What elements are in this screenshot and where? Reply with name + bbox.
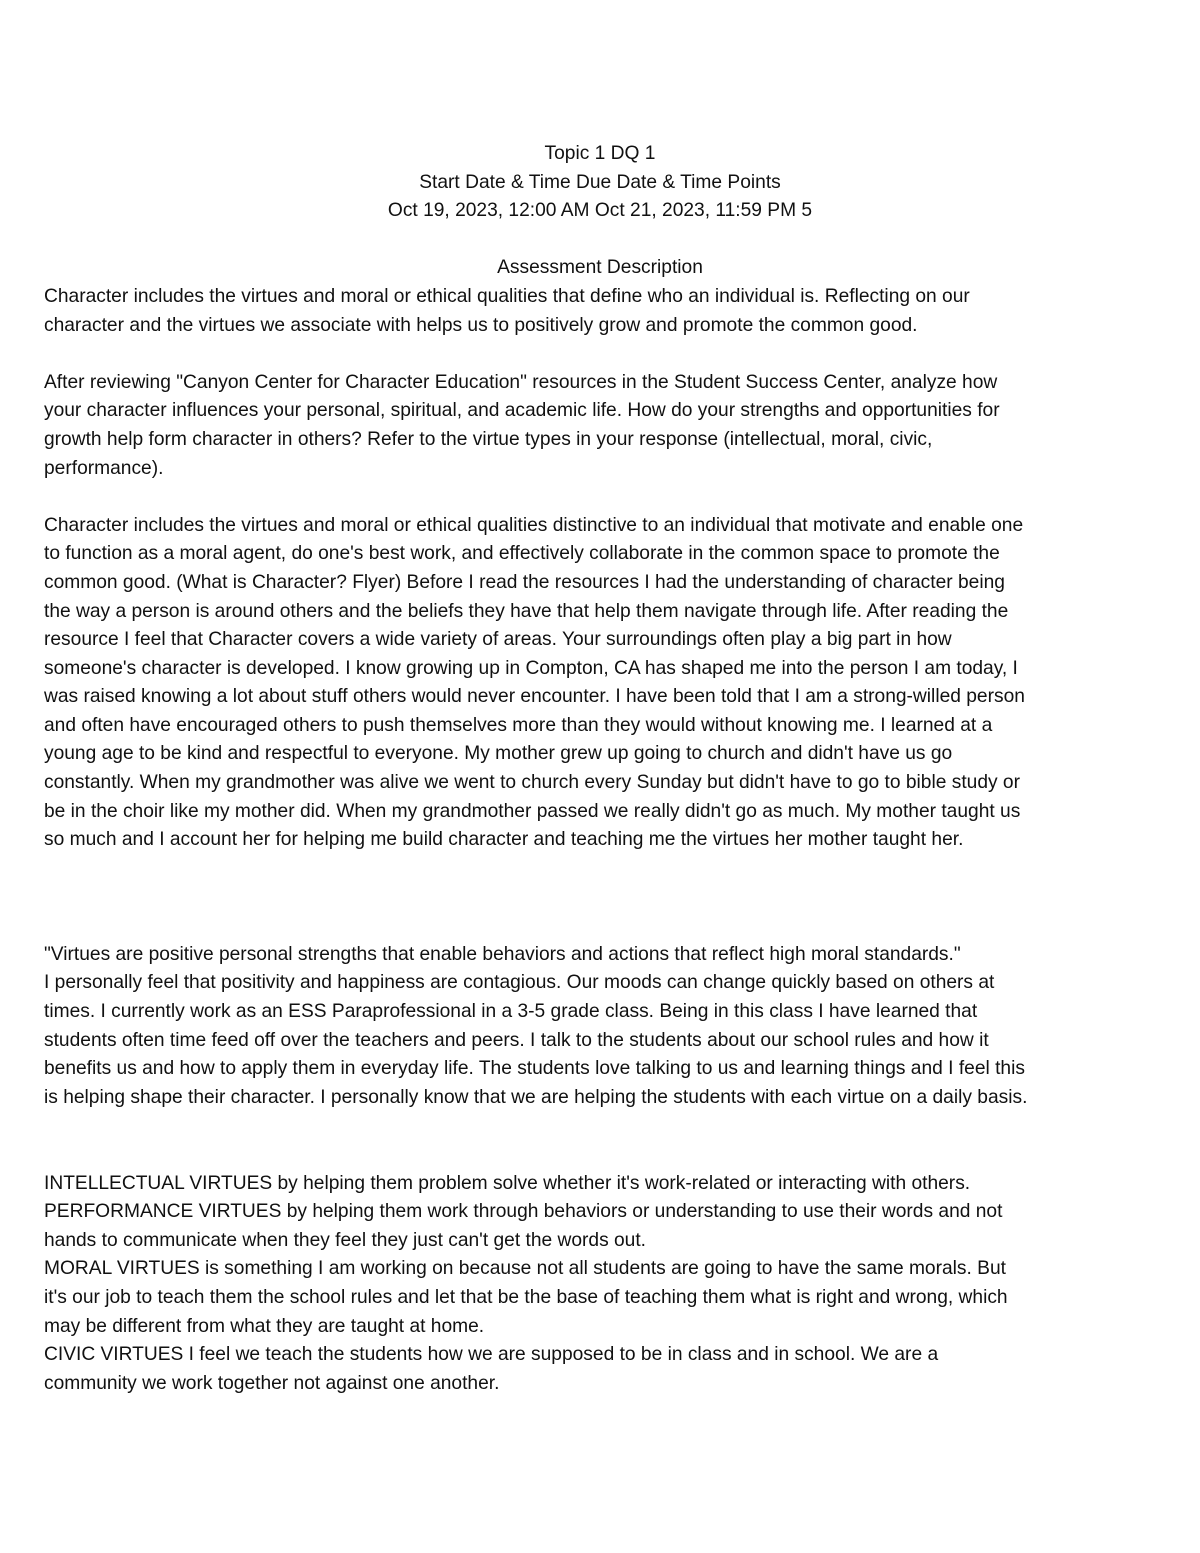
response-paragraph-character [44,512,1156,855]
text-line: Character includes the virtues and moral or ethical qualities distinctive to an individual that motivate and enable one [44,514,1024,536]
text-line: character and the virtues we associate with helps us to positively grow and promote the common good. [44,314,918,336]
text-line: After reviewing "Canyon Center for Character Education" resources in the Student Success Center, analyze how [44,371,998,393]
text-line: growth help form character in others? Refer to the virtue types in your response (intellectual, moral, civic, [44,428,933,450]
text-line: young age to be kind and respectful to everyone. My mother grew up going to church and didn't have us go [44,743,953,765]
text-line: your character influences your personal, spiritual, and academic life. How do your strengths and opportunities for [44,400,1000,422]
text-line: is helping shape their character. I personally know that we are helping the students with each virtue on a daily basis. [44,1086,1028,1108]
text-line: benefits us and how to apply them in everyday life. The students love talking to us and learning things and I feel this [44,1058,1025,1080]
text-line: it's our job to teach them the school rules and let that be the base of teaching them what is right and wrong, which [44,1286,1008,1308]
text-line: resource I feel that Character covers a wide variety of areas. Your surroundings often play a big part in how [44,629,952,651]
text-line: MORAL VIRTUES is something I am working on because not all students are going to have the same morals. But [44,1258,1006,1280]
date-values-line: Oct 19, 2023, 12:00 AM Oct 21, 2023, 11:59 PM 5 [387,200,813,222]
text-line: I personally feel that positivity and happiness are contagious. Our moods can change quickly based on others at [44,972,995,994]
text-line: to function as a moral agent, do one's best work, and effectively collaborate in the common space to promote the [44,543,1000,565]
response-paragraph-virtues [44,941,1156,1113]
text-line: community we work together not against one another. [44,1372,500,1394]
text-line: common good. (What is Character? Flyer) Before I read the resources I had the understanding of character being [44,571,1005,593]
text-line: be in the choir like my mother did. When my grandmother passed we really didn't go as much. My mother taught us [44,800,1021,822]
response-paragraph-virtue-types [44,1170,1156,1399]
document-page [44,140,1156,1398]
assessment-intro [44,283,1156,340]
text-line: may be different from what they are taught at home. [44,1315,485,1337]
text-line: Character includes the virtues and moral or ethical qualities that define who an individual is. Reflecting on our [44,285,970,307]
text-line: "Virtues are positive personal strengths that enable behaviors and actions that reflect high moral standards." [44,943,961,965]
text-line: so much and I account her for helping me build character and teaching me the virtues her mother taught her. [44,829,964,851]
text-line: and often have encouraged others to push themselves more than they would without knowing me. I learned at a [44,714,993,736]
text-line: the way a person is around others and the beliefs they have that help them navigate through life. After reading the [44,600,1009,622]
document-title: Topic 1 DQ 1 [544,143,656,164]
text-line: was raised knowing a lot about stuff others would never encounter. I have been told that I am a strong-willed person [44,686,1025,708]
text-line: CIVIC VIRTUES I feel we teach the students how we are supposed to be in class and in school. We are a [44,1344,939,1366]
text-line: PERFORMANCE VIRTUES by helping them work through behaviors or understanding to use their words and not [44,1201,1003,1223]
text-line: performance). [44,457,164,479]
text-line: students often time feed off over the teachers and peers. I talk to the students about our school rules and how it [44,1029,989,1051]
text-line: someone's character is developed. I know growing up in Compton, CA has shaped me into the person I am today, I [44,657,1018,679]
text-line: INTELLECTUAL VIRTUES by helping them problem solve whether it's work-related or interacting with others. [44,1172,971,1194]
date-columns-line: Start Date & Time Due Date & Time Points [419,171,781,193]
text-line: constantly. When my grandmother was alive we went to church every Sunday but didn't have to go to bible study or [44,772,1020,794]
assessment-prompt [44,369,1156,483]
text-line: times. I currently work as an ESS Paraprofessional in a 3-5 grade class. Being in this class I have learned that [44,1001,978,1023]
assessment-heading: Assessment Description [497,257,703,279]
text-line: hands to communicate when they feel they just can't get the words out. [44,1229,647,1251]
